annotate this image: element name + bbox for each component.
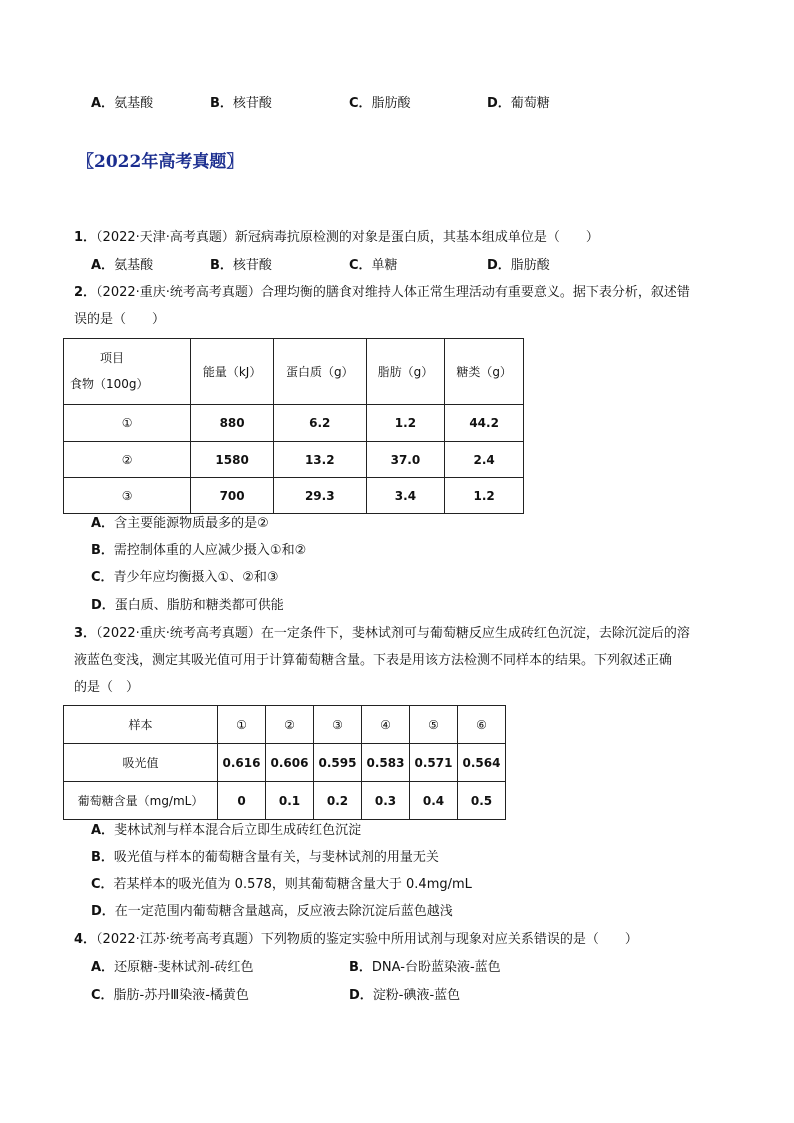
section-title: 〖2022年高考真题〗 <box>77 152 244 172</box>
row-label: ① <box>64 405 191 442</box>
table-cell: 1.2 <box>366 405 445 442</box>
table-row <box>64 744 506 782</box>
q2-option-d: D．蛋白质、脂肪和糖类都可供能 <box>91 598 284 613</box>
q1-option-d: D．脂肪酸 <box>487 258 550 273</box>
row-label: 葡萄糖含量（mg/mL） <box>64 782 218 820</box>
question-4-stem: 4．（2022·江苏·统考高考真题）下列物质的鉴定实验中所用试剂与现象对应关系错误的是（ ） <box>74 932 638 947</box>
table-cell: 0.3 <box>362 782 410 820</box>
top-option-c: C．脂肪酸 <box>349 96 411 111</box>
column-header: ① <box>218 706 266 744</box>
table-cell: 0.606 <box>266 744 314 782</box>
table-cell: 13.2 <box>273 442 366 478</box>
table-row <box>64 442 524 478</box>
q3-option-a: A．斐林试剂与样本混合后立即生成砖红色沉淀 <box>91 823 362 838</box>
row-label: 吸光值 <box>64 744 218 782</box>
table-cell: 1.2 <box>445 478 524 514</box>
q3-option-d: D．在一定范围内葡萄糖含量越高，反应液去除沉淀后蓝色越浅 <box>91 904 453 919</box>
table-row <box>64 782 506 820</box>
table-cell: 0.5 <box>458 782 506 820</box>
corner-label-top: 项目 <box>100 350 125 365</box>
corner-label-bottom: 食物（100g） <box>70 376 149 391</box>
q2-option-b: B．需控制体重的人应减少摄入①和② <box>91 543 307 558</box>
q2-option-c: C．青少年应均衡摄入①、②和③ <box>91 570 279 585</box>
table-header-row <box>64 339 524 405</box>
table-cell: 700 <box>191 478 274 514</box>
table-cell: 29.3 <box>273 478 366 514</box>
table-cell: 0.616 <box>218 744 266 782</box>
table-cell: 3.4 <box>366 478 445 514</box>
q4-option-a: A．还原糖-斐林试剂-砖红色 <box>91 960 254 975</box>
table-row <box>64 478 524 514</box>
column-header: ④ <box>362 706 410 744</box>
q3-option-b: B．吸光值与样本的葡萄糖含量有关，与斐林试剂的用量无关 <box>91 850 439 865</box>
table-header-row <box>64 706 506 744</box>
top-option-b: B．核苷酸 <box>210 96 272 111</box>
q3-option-c: C．若某样本的吸光值为 0.578，则其葡萄糖含量大于 0.4mg/mL <box>91 877 472 892</box>
top-option-d: D．葡萄糖 <box>487 96 550 111</box>
question-2-stem-line2: 误的是（ ） <box>74 312 166 327</box>
table-row <box>64 405 524 442</box>
column-header: 脂肪（g） <box>366 339 445 405</box>
table-cell: 0.1 <box>266 782 314 820</box>
question-3-stem-line1: 3．（2022·重庆·统考高考真题）在一定条件下，斐林试剂可与葡萄糖反应生成砖红色沉淀，去除沉淀后的溶 <box>74 626 690 641</box>
table-cell: 0.595 <box>314 744 362 782</box>
table-cell: 6.2 <box>273 405 366 442</box>
table-cell: 0.564 <box>458 744 506 782</box>
table-cell: 2.4 <box>445 442 524 478</box>
q4-option-b: B．DNA-台盼蓝染液-蓝色 <box>349 960 501 975</box>
table-cell: 44.2 <box>445 405 524 442</box>
q2-option-a: A．含主要能源物质最多的是② <box>91 516 269 531</box>
column-header: 蛋白质（g） <box>273 339 366 405</box>
q4-option-d: D．淀粉-碘液-蓝色 <box>349 988 461 1003</box>
question-2-stem-line1: 2．（2022·重庆·统考高考真题）合理均衡的膳食对维持人体正常生理活动有重要意义。据下表分析，叙述错 <box>74 285 690 300</box>
column-header: ② <box>266 706 314 744</box>
question-1-stem: 1．（2022·天津·高考真题）新冠病毒抗原检测的对象是蛋白质，其基本组成单位是（ ） <box>74 230 599 245</box>
column-header: 能量（kJ） <box>191 339 274 405</box>
top-option-a: A．氨基酸 <box>91 96 154 111</box>
row-label: ② <box>64 442 191 478</box>
glucose-table <box>63 705 506 820</box>
question-3-stem-line2: 液蓝色变浅，测定其吸光值可用于计算葡萄糖含量。下表是用该方法检测不同样本的结果。下列叙述正确 <box>74 653 673 668</box>
table-cell: 1580 <box>191 442 274 478</box>
table-cell: 37.0 <box>366 442 445 478</box>
column-header: 糖类（g） <box>445 339 524 405</box>
column-header: ⑥ <box>458 706 506 744</box>
column-header: ⑤ <box>410 706 458 744</box>
row-label: ③ <box>64 478 191 514</box>
q1-option-c: C．单糖 <box>349 258 398 273</box>
q1-option-a: A．氨基酸 <box>91 258 154 273</box>
column-header: ③ <box>314 706 362 744</box>
table-corner-cell <box>64 339 191 405</box>
q1-option-b: B．核苷酸 <box>210 258 272 273</box>
table-cell: 0.571 <box>410 744 458 782</box>
question-3-stem-line3: 的是（ ） <box>74 680 140 695</box>
table-cell: 0.4 <box>410 782 458 820</box>
nutrition-table <box>63 338 524 514</box>
q4-option-c: C．脂肪-苏丹Ⅲ染液-橘黄色 <box>91 988 249 1003</box>
table-cell: 0 <box>218 782 266 820</box>
row-label: 样本 <box>64 706 218 744</box>
table-cell: 880 <box>191 405 274 442</box>
table-cell: 0.583 <box>362 744 410 782</box>
table-cell: 0.2 <box>314 782 362 820</box>
